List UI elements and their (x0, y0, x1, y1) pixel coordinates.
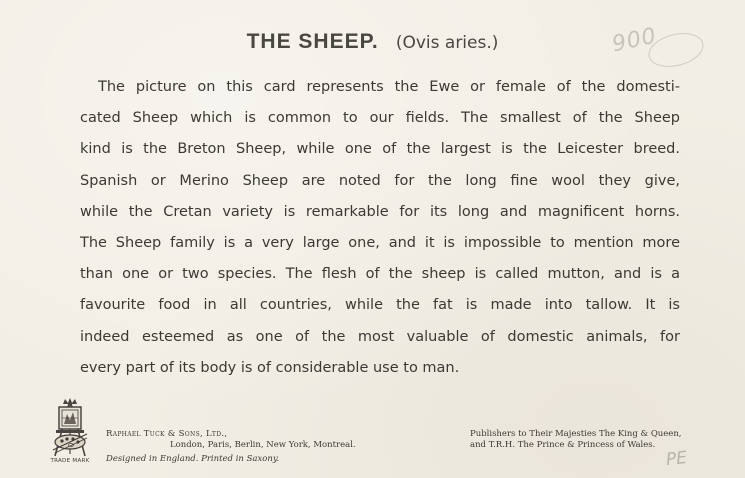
title-latin-name: (Ovis aries.) (395, 33, 499, 53)
pencil-price-mark: 900 (609, 23, 660, 58)
text-line: kind is the Breton Sheep, while one of the largest is the Leicester breed. (80, 141, 680, 158)
publisher-cities: London, Paris, Berlin, New York, Montreal. (170, 440, 356, 450)
text-line: The Sheep family is a very large one, and it is impossible to mention more (80, 235, 680, 252)
title-main: THE SHEEP. (246, 30, 379, 53)
text-line: Spanish or Merino Sheep are noted for the long fine wool they give, (80, 172, 680, 189)
royal-warrant-line-1: Publishers to Their Majesties The King & Queen, (470, 429, 682, 439)
text-line: while the Cretan variety is remarkable for its long and magnificent horns. (80, 203, 680, 220)
text-line: cated Sheep which is common to our fields. The smallest of the Sheep (80, 110, 680, 127)
publisher-imprint (106, 429, 356, 465)
easel-palette-trademark-icon (47, 398, 93, 466)
text-line: indeed esteemed as one of the most valuable of domestic animals, for (80, 328, 680, 345)
print-origin: Designed in England. Printed in Saxony. (106, 454, 280, 464)
pencil-initials-mark: PE (665, 447, 688, 471)
text-line-last: every part of its body is of considerable use to man. (80, 359, 460, 376)
trademark-label: TRADE MARK (50, 458, 90, 464)
text-line: favourite food in all countries, while the fat is made into tallow. It is (80, 297, 680, 314)
card-title (0, 30, 745, 54)
publisher-name: Raphael Tuck & Sons, Ltd., (106, 429, 228, 439)
royal-warrant-line-2: and T.R.H. The Prince & Princess of Wales. (470, 440, 656, 450)
text-line: The picture on this card represents the Ewe or female of the domesti- (98, 79, 680, 95)
royal-warrant (470, 429, 682, 451)
text-line: than one or two species. The flesh of the sheep is called mutton, and is a (80, 266, 680, 283)
description-text (80, 72, 680, 384)
